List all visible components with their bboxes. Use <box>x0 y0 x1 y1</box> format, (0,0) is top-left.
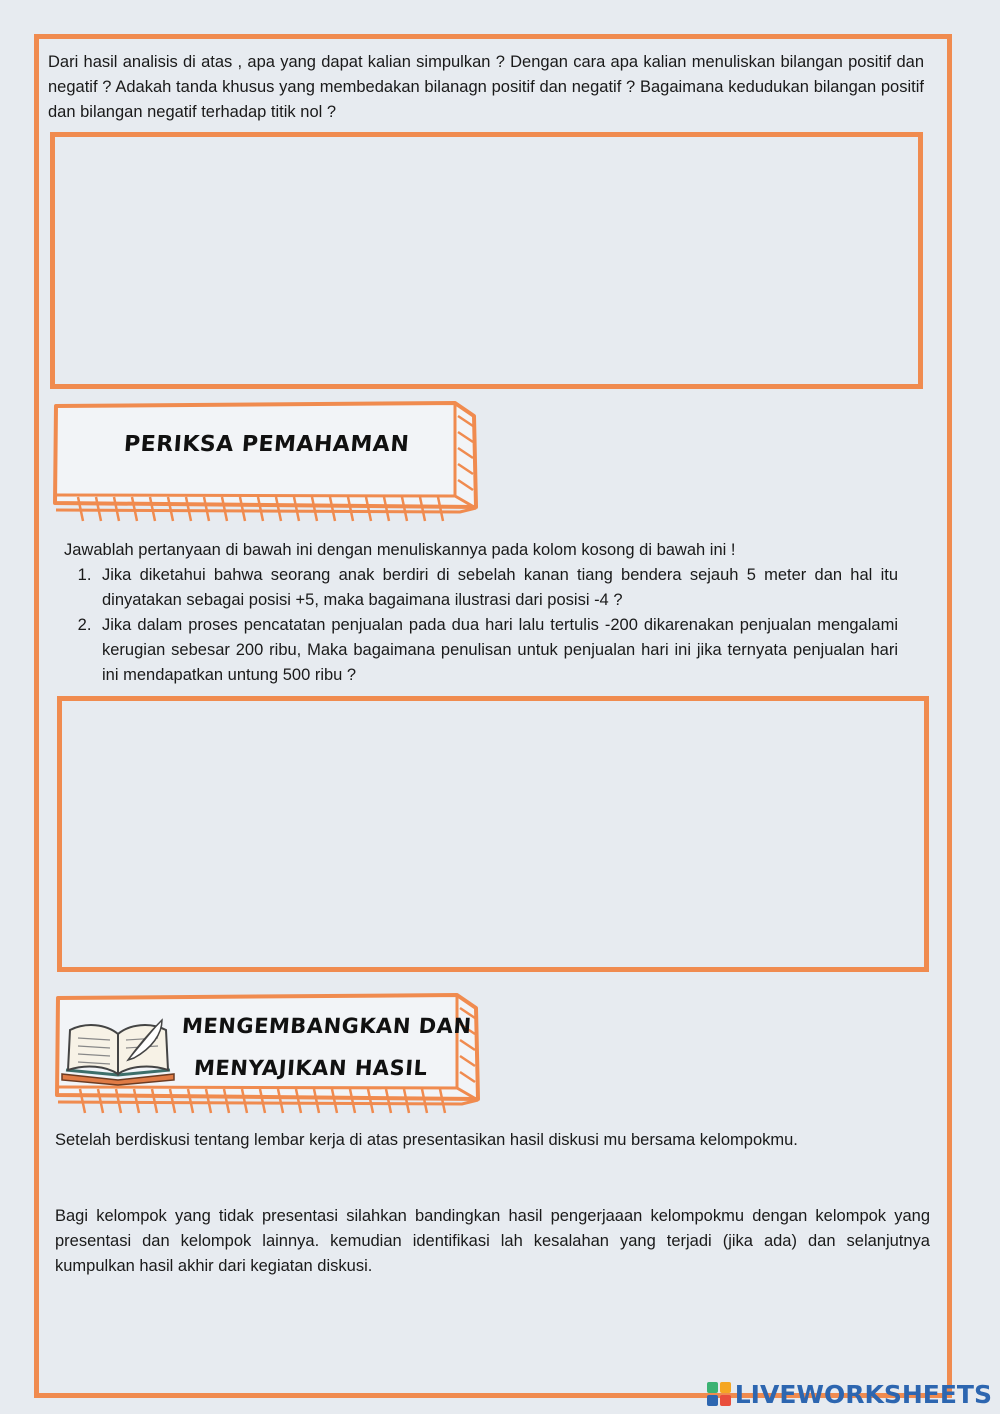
banner-title: PERIKSA PEMAHAMAN <box>123 432 411 457</box>
banner-mengembangkan <box>52 992 482 1120</box>
liveworksheets-logo-text: LIVEWORKSHEETS <box>734 1379 992 1409</box>
question-list <box>64 563 898 688</box>
open-book-icon <box>58 1016 178 1086</box>
liveworksheets-logo-icon <box>707 1382 731 1406</box>
banner-title-line-1: MENGEMBANGKAN DAN <box>181 1014 473 1038</box>
liveworksheets-logo <box>707 1380 992 1408</box>
answer-box-2[interactable] <box>57 696 929 972</box>
answer-box-1[interactable] <box>50 132 923 389</box>
check-instruction: Jawablah pertanyaan di bawah ini dengan menuliskannya pada kolom kosong di bawah ini ! <box>64 541 736 559</box>
banner-title-line-2: MENYAJIKAN HASIL <box>193 1056 429 1080</box>
banner-shape <box>50 400 480 528</box>
question-1: 1. Jika diketahui bahwa seorang anak berdiri di sebelah kanan tiang bendera sejauh 5 meter dan hal itu dinyatakan sebagai posisi +5, maka bagaimana ilustrasi dari posisi -4 ? <box>96 563 898 613</box>
banner-periksa-pemahaman <box>50 400 480 528</box>
intro-text: Dari hasil analisis di atas , apa yang dapat kalian simpulkan ? Dengan cara apa kalian menuliskan bilangan positif dan negatif ? Adakah tanda khusus yang membedakan bilanagn positif dan negatif ? Bagaimana kedudukan bilangan positif dan bilangan negatif terhadap titik nol ? <box>48 53 924 121</box>
develop-paragraph-2: Bagi kelompok yang tidak presentasi silahkan bandingkan hasil pengerjaaan kelompokmu dengan kelompok yang presentasi dan kelompok lainnya. kemudian identifikasi lah kesalahan yang terjadi (jika ada) dan selanjutnya kumpulkan hasil akhir dari kegiatan diskusi. <box>55 1207 930 1275</box>
question-2: 2. Jika dalam proses pencatatan penjualan pada dua hari lalu tertulis -200 dikarenakan penjualan mengalami kerugian sebesar 200 ribu, Maka bagaimana penulisan untuk penjualan hari ini jika ternyata penjualan hari ini mendapatkan untung 500 ribu ? <box>96 613 898 688</box>
develop-paragraph-1: Setelah berdiskusi tentang lembar kerja di atas presentasikan hasil diskusi mu bersama kelompokmu. <box>55 1131 798 1149</box>
